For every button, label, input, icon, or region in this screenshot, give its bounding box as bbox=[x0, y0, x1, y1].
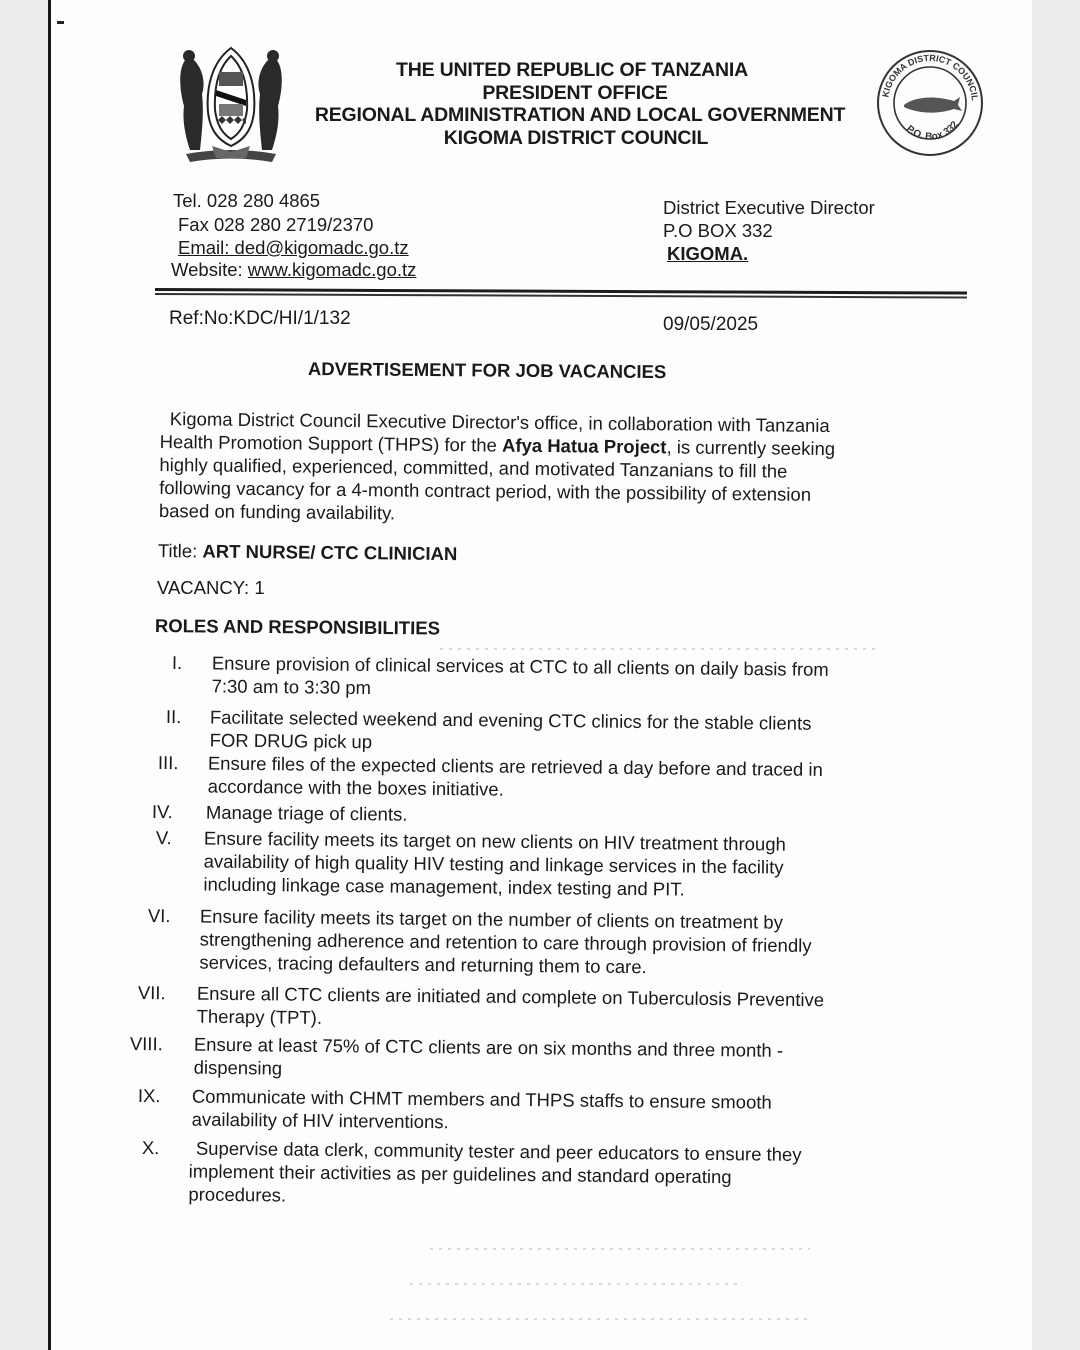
bleed-through-mark bbox=[410, 1283, 740, 1285]
address-line-1: District Executive Director bbox=[663, 197, 875, 218]
stamp-top-text: KIGOMA DISTRICT COUNCIL bbox=[880, 52, 980, 102]
role-number: I. bbox=[171, 652, 183, 674]
job-title-label: Title: bbox=[157, 540, 203, 562]
contact-website-row bbox=[171, 259, 416, 281]
address-line-2: P.O BOX 332 bbox=[663, 220, 773, 241]
website-link[interactable]: www.kigomadc.go.tz bbox=[247, 259, 417, 280]
role-text-line: Manage triage of clients. bbox=[205, 801, 408, 825]
intro-line-5: based on funding availability. bbox=[158, 499, 396, 524]
roles-heading: ROLES AND RESPONSIBILITIES bbox=[154, 615, 441, 639]
role-text-line: Ensure at least 75% of CTC clients are on six months and three month - bbox=[193, 1033, 784, 1061]
svg-text:P.O. Box 332 bbox=[904, 119, 961, 143]
job-title-value: ART NURSE/ CTC CLINICIAN bbox=[202, 540, 458, 565]
intro-line-2a: Health Promotion Support (THPS) for the bbox=[159, 430, 503, 456]
role-text-line: availability of high quality HIV testing and linkage services in the facility bbox=[203, 850, 784, 878]
role-text-line: Ensure provision of clinical services at CTC to all clients on daily basis from bbox=[211, 652, 829, 680]
job-title-row bbox=[158, 540, 458, 565]
website-label: Website: bbox=[171, 259, 248, 280]
intro-line-1: Kigoma District Council Executive Director's office, in collaboration with Tanzania bbox=[169, 408, 830, 437]
bleed-through-mark bbox=[440, 648, 880, 650]
letterhead-line-1: THE UNITED REPUBLIC OF TANZANIA bbox=[395, 59, 748, 81]
role-text-line: strengthening adherence and retention to care through provision of friendly bbox=[199, 928, 812, 956]
role-text-line: 7:30 am to 3:30 pm bbox=[211, 675, 372, 699]
role-text-line: procedures. bbox=[188, 1183, 287, 1206]
document-date: 09/05/2025 bbox=[663, 314, 759, 335]
role-text-line: services, tracing defaulters and returning them to care. bbox=[199, 951, 647, 978]
role-number: X. bbox=[141, 1137, 160, 1159]
intro-line-3: highly qualified, experienced, committed, and motivated Tanzanians to fill the bbox=[159, 453, 788, 482]
letterhead-line-2: PRESIDENT OFFICE bbox=[482, 82, 668, 104]
role-text-line: Communicate with CHMT members and THPS staffs to ensure smooth bbox=[191, 1085, 772, 1113]
council-stamp bbox=[874, 47, 986, 159]
role-text-line: Ensure all CTC clients are initiated and complete on Tuberculosis Preventive bbox=[196, 982, 825, 1011]
reference-number: Ref:No:KDC/HI/1/132 bbox=[169, 308, 351, 329]
role-number: IX. bbox=[137, 1085, 161, 1107]
role-text-line: Ensure facility meets its target on the number of clients on treatment by bbox=[199, 905, 783, 933]
role-number: IV. bbox=[151, 801, 173, 823]
letterhead-line-3: REGIONAL ADMINISTRATION AND LOCAL GOVERNMENT bbox=[314, 104, 846, 126]
letterhead-line-4: KIGOMA DISTRICT COUNCIL bbox=[443, 127, 709, 149]
scan-right-margin bbox=[1032, 0, 1080, 1350]
bleed-through-mark bbox=[390, 1318, 810, 1320]
role-text-line: dispensing bbox=[193, 1056, 283, 1079]
role-text-line: FOR DRUG pick up bbox=[209, 729, 373, 753]
role-text-line: Supervise data clerk, community tester and peer educators to ensure they bbox=[195, 1137, 802, 1165]
role-number: VIII. bbox=[129, 1033, 163, 1055]
project-name: Afya Hatua Project bbox=[501, 434, 667, 458]
scan-mark bbox=[57, 21, 64, 24]
contact-fax: Fax 028 280 2719/2370 bbox=[178, 214, 374, 235]
bleed-through-mark bbox=[430, 1248, 810, 1250]
intro-line-2b: , is currently seeking bbox=[666, 436, 836, 460]
contact-tel: Tel. 028 280 4865 bbox=[173, 190, 321, 211]
role-number: VI. bbox=[147, 905, 171, 927]
address-line-3: KIGOMA. bbox=[667, 243, 749, 264]
role-number: II. bbox=[165, 706, 182, 728]
role-text-line: accordance with the boxes initiative. bbox=[207, 775, 504, 800]
role-text-line: availability of HIV interventions. bbox=[191, 1108, 449, 1133]
scan-left-margin bbox=[0, 0, 48, 1350]
vacancy-count: VACANCY: 1 bbox=[157, 577, 265, 598]
role-text-line: Facilitate selected weekend and evening CTC clinics for the stable clients bbox=[209, 706, 812, 734]
role-text-line: including linkage case management, index testing and PIT. bbox=[203, 873, 685, 900]
document-heading: ADVERTISEMENT FOR JOB VACANCIES bbox=[307, 358, 667, 383]
contact-email[interactable]: Email: ded@kigomadc.go.tz bbox=[178, 237, 409, 258]
role-text-line: Ensure facility meets its target on new clients on HIV treatment through bbox=[203, 827, 786, 855]
intro-line-4: following vacancy for a 4-month contract period, with the possibility of extension bbox=[159, 476, 812, 505]
role-number: III. bbox=[157, 752, 179, 774]
role-text-line: Ensure files of the expected clients are retrieved a day before and traced in bbox=[207, 752, 823, 780]
role-text-line: Therapy (TPT). bbox=[196, 1005, 323, 1028]
role-number: V. bbox=[155, 827, 172, 849]
role-text-line: implement their activities as per guidelines and standard operating bbox=[188, 1160, 732, 1188]
role-number: VII. bbox=[137, 982, 166, 1004]
stamp-bottom-text: P.O. Box 332 bbox=[903, 119, 961, 143]
intro-paragraph bbox=[159, 407, 920, 530]
coat-of-arms-emblem bbox=[172, 42, 290, 166]
